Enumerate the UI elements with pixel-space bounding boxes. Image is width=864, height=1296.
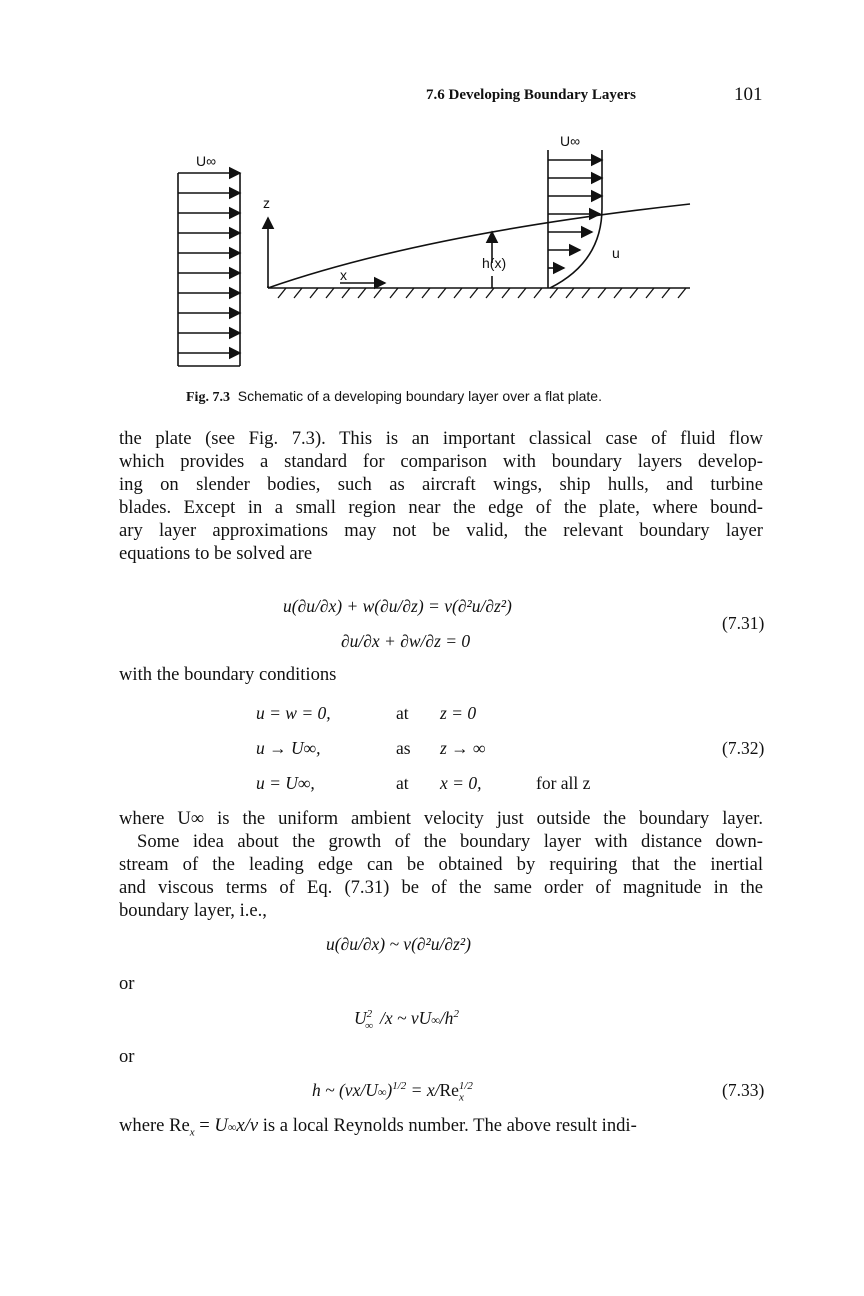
last-line: where $Re_x = U\infty x/\nu$ is a local Reynolds number. The above result indi- — [119, 1115, 637, 1139]
u-inf-right-label: U∞ — [560, 133, 581, 149]
bc-row-2-cond: z → ∞ — [440, 738, 486, 758]
text-line: and viscous terms of Eq. (7.31) be of the same order of magnitude in the — [119, 877, 763, 898]
h-label: h(x) — [482, 255, 507, 271]
or-word-1: or — [119, 973, 135, 994]
u-inf-left-label: U∞ — [196, 153, 217, 169]
equation-number-7-31: (7.31) — [722, 613, 765, 633]
text-line: stream of the leading edge can be obtained by requiring that the inertial — [119, 854, 763, 875]
equation-7-31-line-1: u(∂u/∂x) + w(∂u/∂z) = ν(∂²u/∂z²) — [283, 596, 512, 616]
paragraph-2 — [119, 807, 763, 922]
equation-7-33: h ~ $(\nu x/U\infty)^{1/2} = x/Re_x^{1/2}$ — [312, 1080, 473, 1104]
equation-number-7-33: (7.33) — [722, 1080, 765, 1100]
bc-row-1-cond: z = 0 — [440, 703, 477, 723]
text-line: where U∞ is the uniform ambient velocity just outside the boundary layer. — [119, 808, 763, 829]
bc-row-2-word: as — [396, 738, 411, 758]
caption-text: Schematic of a developing boundary layer over a flat plate. — [237, 388, 602, 404]
text-line: Some idea about the growth of the boundary layer with distance down- — [137, 831, 763, 852]
x-label: x — [340, 267, 347, 283]
running-head: 7.6 Developing Boundary Layers — [426, 87, 637, 103]
equation-order-1: u(∂u/∂x) ~ ν(∂²u/∂z²) — [326, 934, 471, 954]
bc-row-3-cond: x = 0, — [440, 773, 482, 793]
bc-row-1-expr: u = w = 0, — [256, 703, 331, 723]
boundary-layer-figure — [160, 128, 720, 378]
bc-row-3-word: at — [396, 773, 409, 793]
text-line: blades. Except in a small region near the edge of the plate, where bound- — [119, 497, 763, 518]
text-line: which provides a standard for comparison with boundary layers develop- — [119, 451, 763, 472]
caption-number: Fig. 7.3 — [186, 390, 230, 405]
equation-number-7-32: (7.32) — [722, 738, 765, 758]
figure-caption — [186, 388, 602, 406]
u-label: u — [612, 245, 620, 261]
text-line: ary layer approximations may not be valid, the relevant boundary layer — [119, 520, 763, 541]
or-word-2: or — [119, 1046, 135, 1067]
bc-row-3-expr: u = U∞, — [256, 773, 315, 793]
equation-order-2: $U^2_\infty$ /x ~ $\nu U\infty/h^2$ — [354, 1008, 459, 1032]
bc-row-2-expr: u → U∞, — [256, 738, 321, 758]
plate-hatching — [278, 288, 686, 298]
boundary-layer-edge — [268, 204, 690, 288]
equation-7-31-line-2: ∂u/∂x + ∂w/∂z = 0 — [341, 631, 471, 651]
bc-row-3-extra: for all z — [536, 773, 591, 793]
text-line: the plate (see Fig. 7.3). This is an important classical case of fluid flow — [119, 428, 763, 449]
bc-row-1-word: at — [396, 703, 409, 723]
text-line: boundary layer, i.e., — [119, 900, 267, 921]
paragraph-1 — [119, 427, 763, 565]
text-line: equations to be solved are — [119, 543, 313, 564]
text-line: ing on slender bodies, such as aircraft wings, ship hulls, and turbine — [119, 474, 763, 495]
bc-intro: with the boundary conditions — [119, 664, 337, 685]
velocity-profile-curve — [550, 208, 602, 288]
page-number: 101 — [734, 84, 763, 105]
z-label: z — [263, 195, 270, 211]
